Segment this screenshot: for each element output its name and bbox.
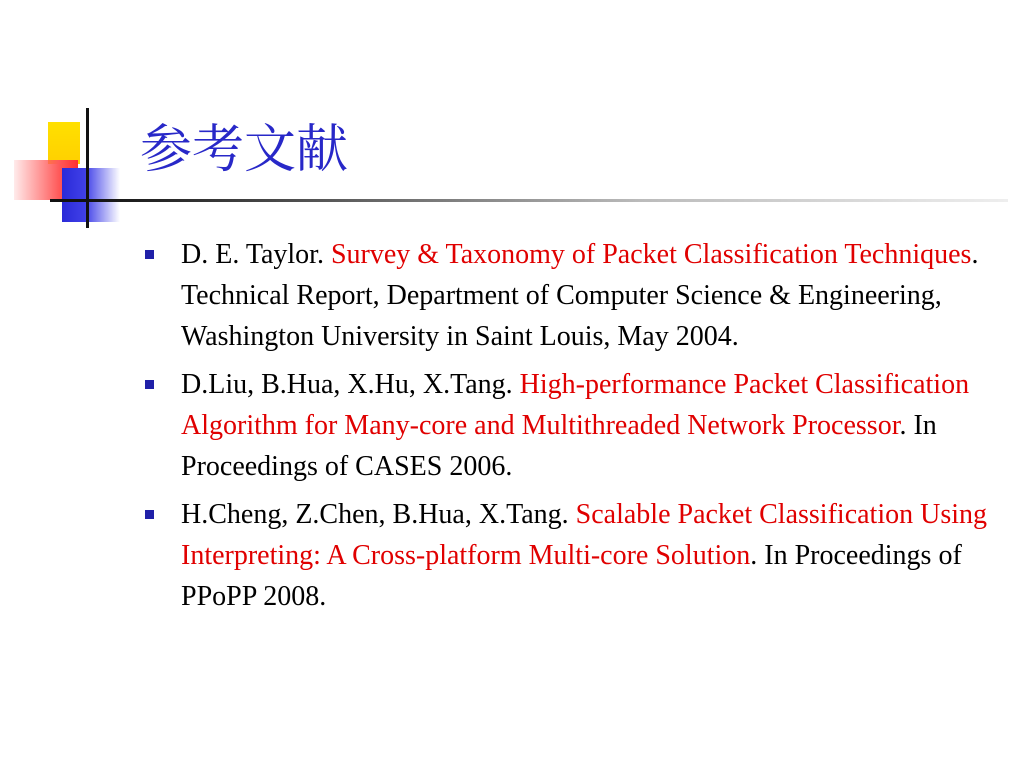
reference-title: Survey & Taxonomy of Packet Classification Techniques bbox=[330, 239, 972, 270]
logo-vertical-line bbox=[86, 108, 89, 228]
decorative-logo bbox=[0, 100, 150, 230]
bullet-icon bbox=[145, 380, 154, 389]
logo-yellow-square bbox=[48, 122, 80, 164]
slide-title: 参考文献 bbox=[140, 120, 349, 180]
title-underline bbox=[88, 199, 1008, 202]
reference-list bbox=[145, 234, 995, 624]
reference-item bbox=[145, 494, 995, 617]
reference-item bbox=[145, 364, 995, 487]
bullet-icon bbox=[145, 510, 154, 519]
reference-source: . In Proceedings of PPoPP 2008. bbox=[181, 540, 962, 612]
reference-authors: D.Liu, B.Hua, X.Hu, X.Tang. bbox=[181, 369, 520, 400]
logo-blue-square bbox=[62, 168, 120, 222]
reference-source: . In Proceedings of CASES 2006. bbox=[181, 410, 937, 482]
reference-item bbox=[145, 234, 995, 357]
reference-title: Scalable Packet Classification Using Interpreting: A Cross-platform Multi-core Solution bbox=[181, 499, 988, 571]
reference-authors: H.Cheng, Z.Chen, B.Hua, X.Tang. bbox=[181, 499, 576, 530]
reference-authors: D. E. Taylor. bbox=[181, 239, 331, 270]
reference-title: High-performance Packet Classification Algorithm for Many-core and Multithreaded Network Processor bbox=[181, 369, 970, 441]
reference-source: . Technical Report, Department of Computer Science & Engineering, Washington University in Saint Louis, May 2004. bbox=[181, 239, 979, 352]
bullet-icon bbox=[145, 250, 154, 259]
